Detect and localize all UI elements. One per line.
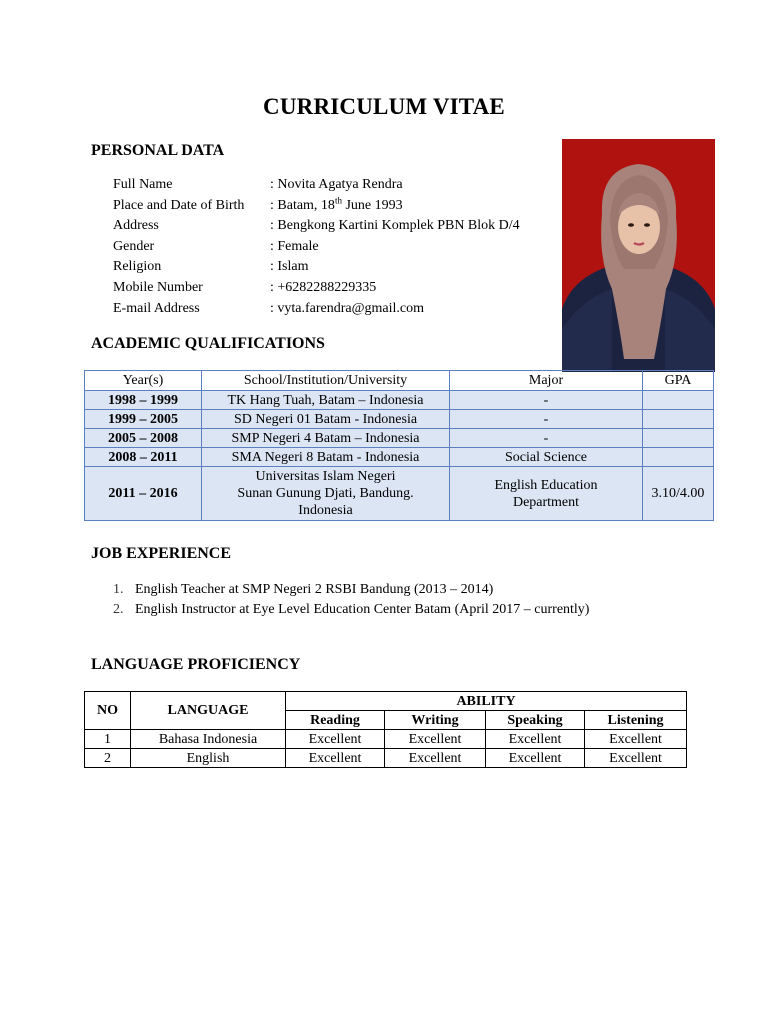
column-header: School/Institution/University [202, 371, 450, 391]
writing-cell: Excellent [385, 749, 486, 768]
gpa-cell [643, 410, 714, 429]
personal-data-heading: PERSONAL DATA [91, 142, 225, 159]
field-gender [113, 237, 520, 258]
table-row [85, 391, 714, 410]
column-header-writing: Writing [385, 711, 486, 730]
table-row [85, 730, 687, 749]
gpa-cell [643, 448, 714, 467]
field-label: E-mail Address [113, 300, 200, 316]
table-row [85, 410, 714, 429]
column-header-no: NO [85, 692, 131, 730]
academic-table [84, 370, 714, 521]
year-cell: 2011 – 2016 [85, 467, 202, 521]
major-cell [450, 467, 643, 521]
school-cell [202, 467, 450, 521]
year-cell: 1999 – 2005 [85, 410, 202, 429]
list-item [113, 580, 589, 600]
academic-heading: ACADEMIC QUALIFICATIONS [91, 335, 325, 352]
school-line: Universitas Islam Negeri [255, 469, 396, 484]
no-cell: 1 [85, 730, 131, 749]
major-line: English Education [494, 477, 598, 493]
field-label: Place and Date of Birth [113, 197, 245, 213]
table-row [85, 467, 714, 521]
year-cell: 1998 – 1999 [85, 391, 202, 410]
column-header-reading: Reading [286, 711, 385, 730]
personal-data-list [113, 175, 520, 319]
language-table [84, 691, 687, 768]
field-value: : +6282288229335 [270, 279, 377, 295]
speaking-cell: Excellent [486, 730, 585, 749]
reading-cell: Excellent [286, 749, 385, 768]
major-cell: - [450, 410, 643, 429]
language-cell: English [131, 749, 286, 768]
language-heading: LANGUAGE PROFICIENCY [91, 656, 301, 673]
field-value: : Novita Agatya Rendra [270, 177, 403, 192]
major-cell: Social Science [450, 448, 643, 467]
field-birth [113, 196, 520, 217]
field-religion [113, 257, 520, 278]
job-text: English Instructor at Eye Level Education Center Batam (April 2017 – currently) [135, 602, 590, 617]
table-header-row [85, 371, 714, 391]
school-cell: SD Negeri 01 Batam - Indonesia [202, 410, 450, 429]
field-label: Religion [113, 259, 162, 275]
year-cell: 2005 – 2008 [85, 429, 202, 448]
column-header: GPA [643, 371, 714, 391]
column-header-speaking: Speaking [486, 711, 585, 730]
major-line: Department [512, 494, 580, 510]
job-text: English Teacher at SMP Negeri 2 RSBI Bandung (2013 – 2014) [135, 582, 494, 597]
field-value: : Bengkong Kartini Komplek PBN Blok D/4 [270, 218, 520, 234]
field-value: : Islam [270, 259, 309, 275]
column-header-ability: ABILITY [286, 692, 687, 711]
school-cell: TK Hang Tuah, Batam – Indonesia [202, 391, 450, 410]
birth-value-sup: th [334, 194, 342, 205]
gpa-cell: 3.10/4.00 [643, 467, 714, 521]
gpa-cell [643, 391, 714, 410]
reading-cell: Excellent [286, 730, 385, 749]
field-value: : Female [270, 238, 319, 254]
school-line: Sunan Gunung Djati, Bandung. [237, 486, 414, 501]
listening-cell: Excellent [585, 749, 687, 768]
field-label: Full Name [113, 177, 173, 192]
field-full-name [113, 175, 520, 196]
field-label: Mobile Number [113, 279, 203, 295]
no-cell: 2 [85, 749, 131, 768]
field-mobile [113, 278, 520, 299]
field-label: Address [113, 218, 159, 234]
table-row [85, 429, 714, 448]
job-experience-heading: JOB EXPERIENCE [91, 545, 232, 562]
table-row [85, 749, 687, 768]
gpa-cell [643, 429, 714, 448]
school-line: Indonesia [298, 503, 353, 518]
column-header: Major [450, 371, 643, 391]
profile-photo [562, 139, 715, 372]
page-title: CURRICULUM VITAE [263, 94, 505, 119]
column-header-listening: Listening [585, 711, 687, 730]
birth-value-pre: : Batam, 18 [270, 197, 335, 213]
field-label: Gender [113, 238, 155, 254]
major-cell: - [450, 429, 643, 448]
speaking-cell: Excellent [486, 749, 585, 768]
birth-value-post: June 1993 [341, 197, 403, 213]
profile-photo-illustration [562, 139, 715, 372]
list-number: 1. [113, 582, 124, 597]
field-value: : vyta.farendra@gmail.com [270, 300, 424, 316]
language-cell: Bahasa Indonesia [131, 730, 286, 749]
list-item [113, 600, 589, 620]
table-row [85, 448, 714, 467]
listening-cell: Excellent [585, 730, 687, 749]
column-header: Year(s) [85, 371, 202, 391]
school-cell: SMP Negeri 4 Batam – Indonesia [202, 429, 450, 448]
year-cell: 2008 – 2011 [85, 448, 202, 467]
school-cell: SMA Negeri 8 Batam - Indonesia [202, 448, 450, 467]
field-email [113, 299, 520, 320]
major-cell: - [450, 391, 643, 410]
column-header-language: LANGUAGE [131, 692, 286, 730]
field-address [113, 216, 520, 237]
job-list [113, 580, 589, 620]
writing-cell: Excellent [385, 730, 486, 749]
field-value [270, 196, 403, 217]
table-header-row [85, 692, 687, 711]
list-number: 2. [113, 602, 124, 617]
